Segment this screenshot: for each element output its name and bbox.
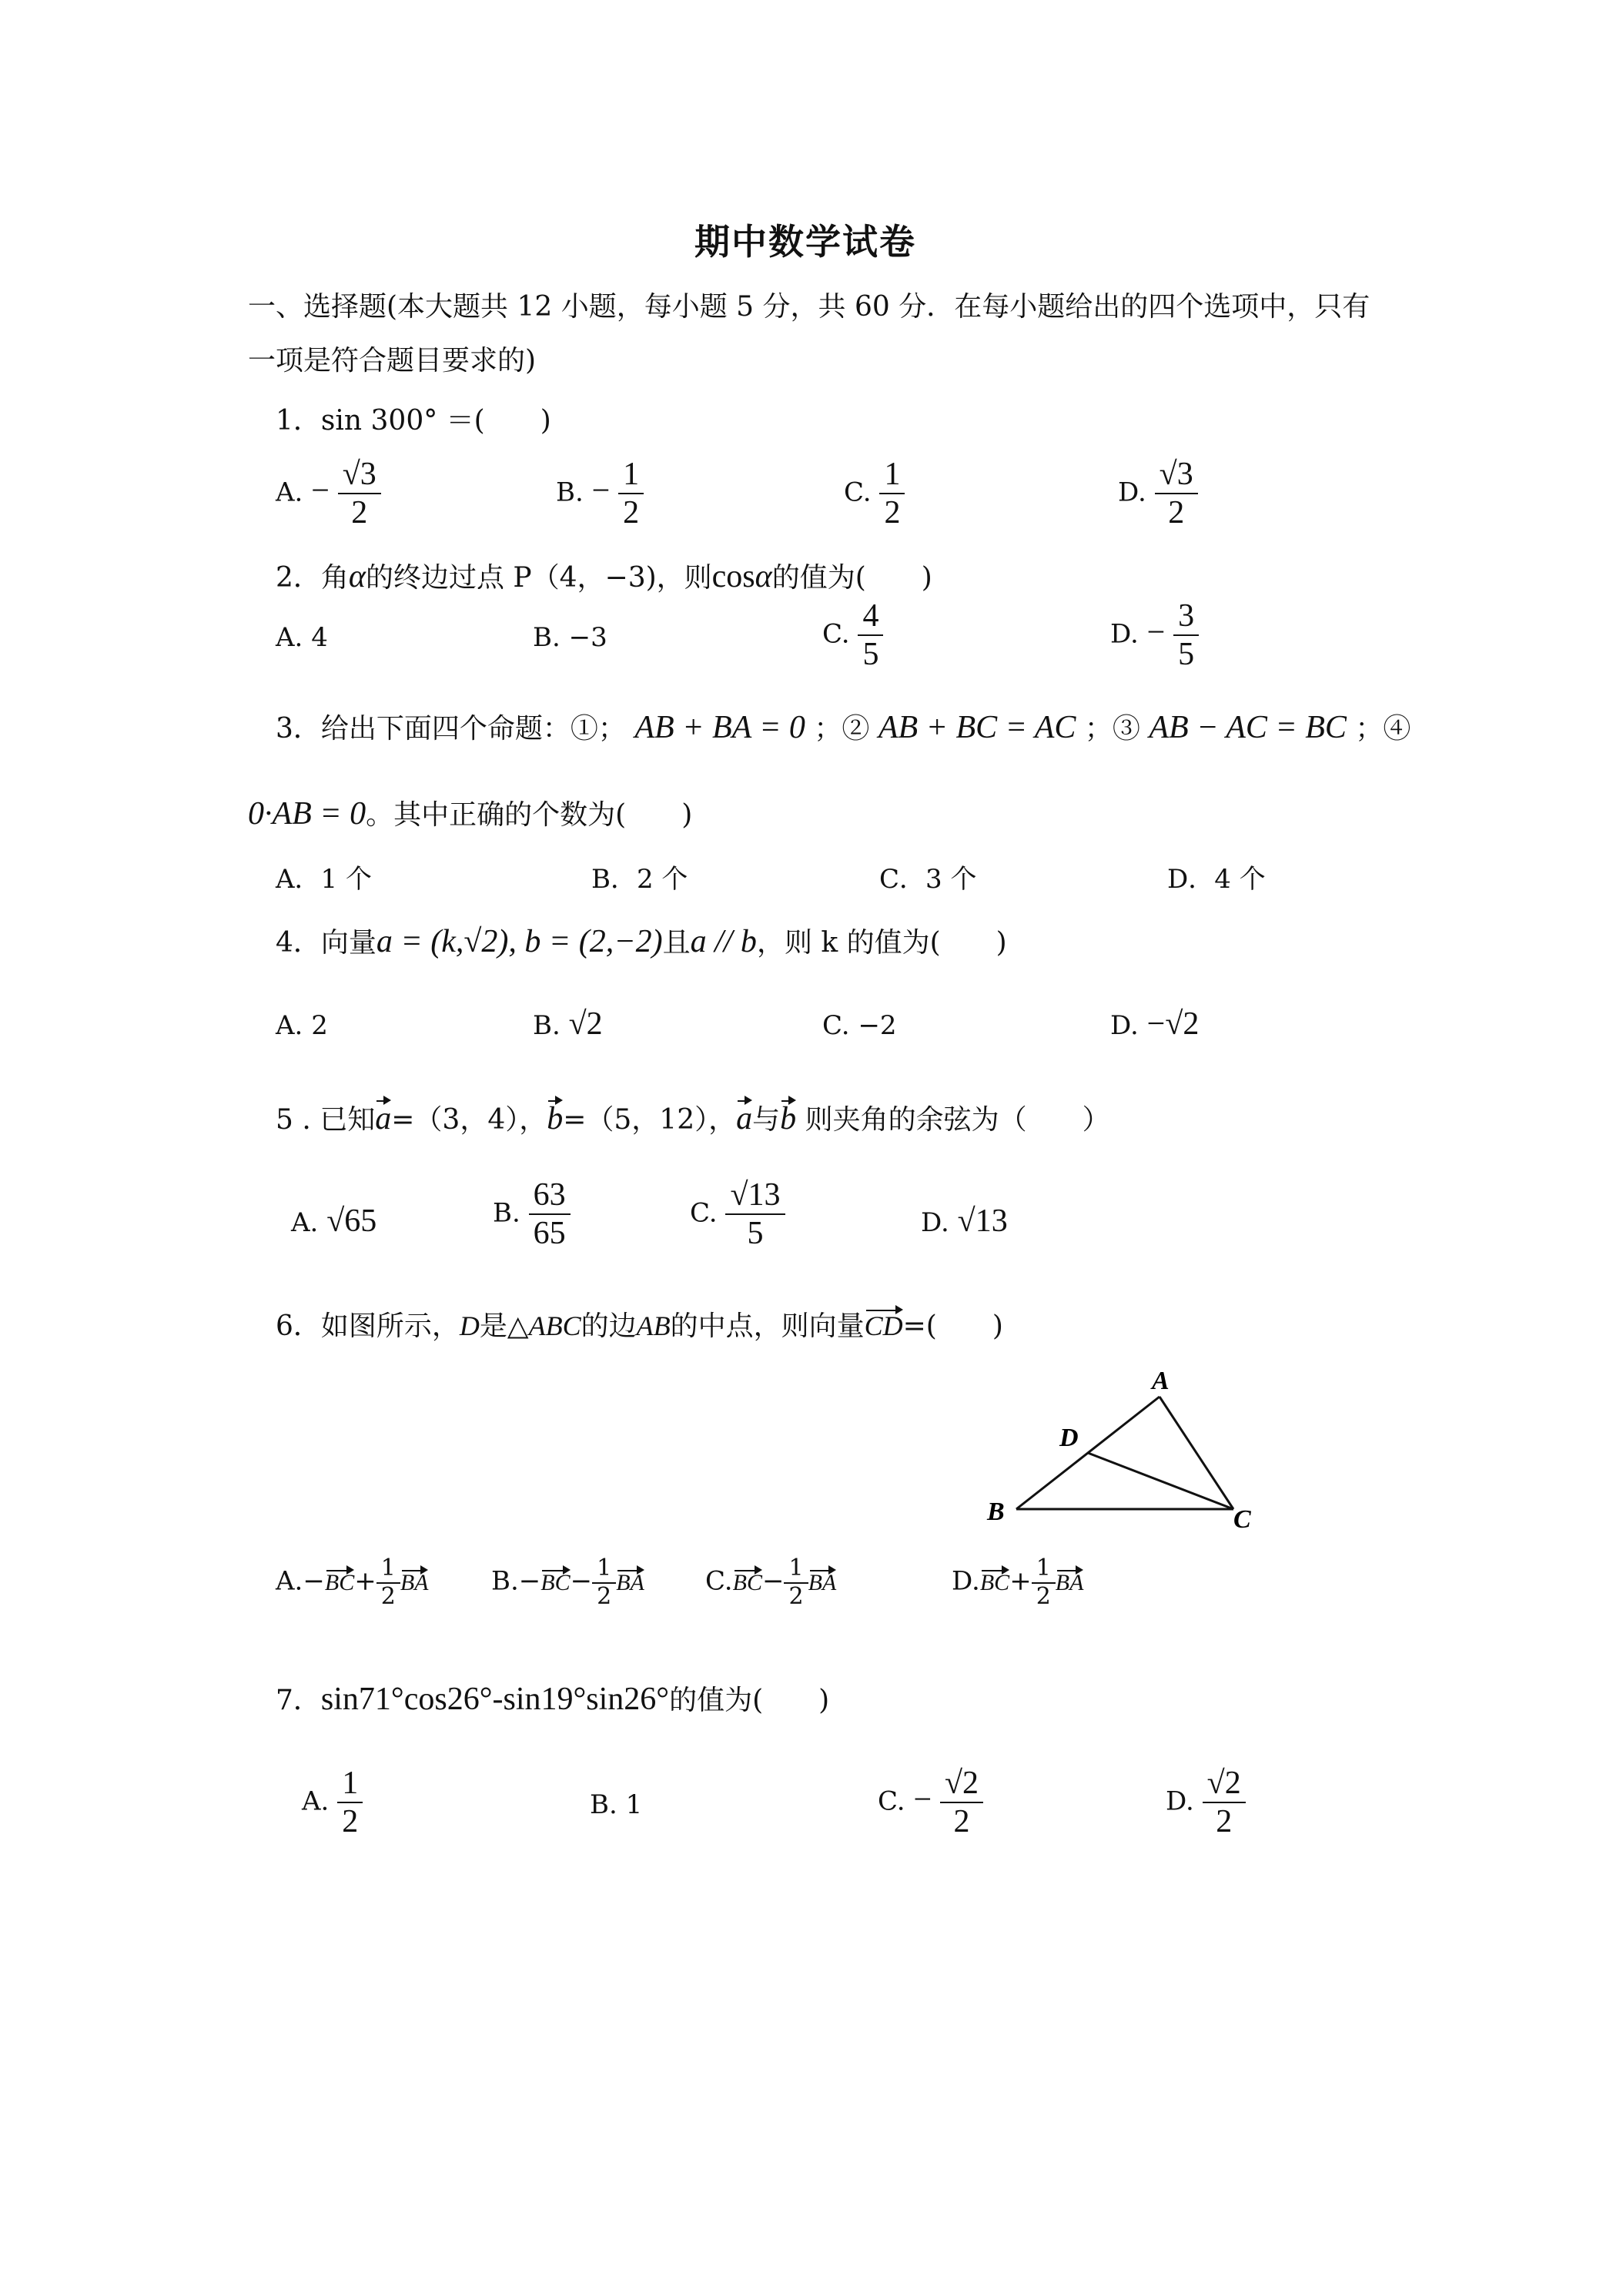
q7-option-c: C. − $\frac{√2}{2}$ — [878, 1765, 983, 1841]
q7-option-d: D. $\frac{√2}{2}$ — [1166, 1765, 1246, 1841]
q6-option-a: A.−BC+ $\frac{1}{2}$ BA — [276, 1555, 429, 1610]
point-label-d: D — [1059, 1424, 1079, 1452]
question-3-stem-line2: 0·AB = 0。其中正确的个数为( ) — [248, 796, 693, 832]
q2-option-b: B. −3 — [533, 622, 607, 653]
section-header-line2: 一项是符合题目要求的) — [248, 345, 537, 377]
question-2-stem: 2．角α的终边过点 P（4，−3)，则cosα的值为( ) — [276, 559, 932, 594]
q7-option-a: A. $\frac{1}{2}$ — [302, 1765, 363, 1841]
question-6-stem: 6．如图所示，D是△ABC的边AB的中点，则向量CD=( ) — [276, 1310, 1003, 1342]
q1-option-d: D. $\frac{√3}{2}$ — [1118, 456, 1198, 532]
q4-option-b: B. √2 — [533, 1006, 603, 1042]
vertex-label-b: B — [987, 1498, 1005, 1526]
q3-option-d: D．4 个 — [1167, 864, 1266, 895]
q6-option-b: B.−BC− $\frac{1}{2}$ BA — [491, 1555, 644, 1610]
question-4-stem: 4．向量a = (k,√2), b = (2,−2)且a // b，则 k 的值为( ) — [276, 924, 1007, 959]
page-title: 期中数学试卷 — [694, 221, 916, 263]
q3-option-c: C．3 个 — [879, 864, 977, 895]
q3-proposition-1: AB + BA = 0 — [634, 710, 805, 745]
q5-option-c: C. $\frac{√13}{5}$ — [690, 1176, 785, 1253]
vertex-label-a: A — [1152, 1367, 1170, 1395]
q3-proposition-3: AB − AC = BC — [1149, 710, 1347, 745]
triangle-figure — [986, 1355, 1263, 1540]
vertex-label-c: C — [1233, 1505, 1251, 1534]
q4-option-d: D. −√2 — [1110, 1006, 1200, 1042]
q3-option-a: A．1 个 — [276, 864, 372, 895]
q4-option-a: A. 2 — [276, 1010, 328, 1041]
q2-option-a: A. 4 — [276, 622, 328, 653]
q3-option-b: B．2 个 — [591, 864, 688, 895]
question-3-stem: 3．给出下面四个命题：①； AB + BA = 0 ；② AB + BC = AC ；③ AB − AC = BC ；④ — [276, 710, 1411, 745]
q5-option-a: A. √65 — [291, 1203, 377, 1239]
question-5-stem: 5 . 已知a=（3，4），b=（5，12），a与b 则夹角的余弦为（ ） — [276, 1101, 1110, 1136]
q6-option-c: C.BC− $\frac{1}{2}$ BA — [705, 1555, 837, 1610]
q1-option-c: C. $\frac{1}{2}$ — [844, 456, 905, 532]
q3-proposition-4: 0·AB = 0 — [248, 796, 366, 832]
q2-option-d: D. − $\frac{3}{5}$ — [1110, 597, 1199, 674]
q2-option-c: C. $\frac{4}{5}$ — [822, 597, 883, 674]
q1-option-b: B. − $\frac{1}{2}$ — [556, 456, 644, 532]
question-1-stem: 1．sin 300° ＝( ) — [276, 405, 551, 437]
q6-option-d: D.BC+ $\frac{1}{2}$ BA — [952, 1555, 1084, 1610]
section-header-line1: 一、选择题(本大题共 12 小题，每小题 5 分，共 60 分．在每小题给出的四个选项中，只有 — [248, 291, 1370, 323]
q4-option-c: C. −2 — [822, 1010, 897, 1041]
q3-proposition-2: AB + BC = AC — [878, 710, 1076, 745]
q5-option-b: B. $\frac{63}{65}$ — [493, 1176, 571, 1253]
q1-option-a: A. − $\frac{√3}{2}$ — [276, 456, 381, 532]
q7-option-b: B. 1 — [590, 1789, 643, 1820]
median-cd — [1088, 1453, 1233, 1509]
q5-option-d: D. √13 — [921, 1203, 1008, 1239]
question-7-stem: 7．sin71°cos26°-sin19°sin26°的值为( ) — [276, 1682, 830, 1717]
edge-ac — [1160, 1397, 1233, 1509]
